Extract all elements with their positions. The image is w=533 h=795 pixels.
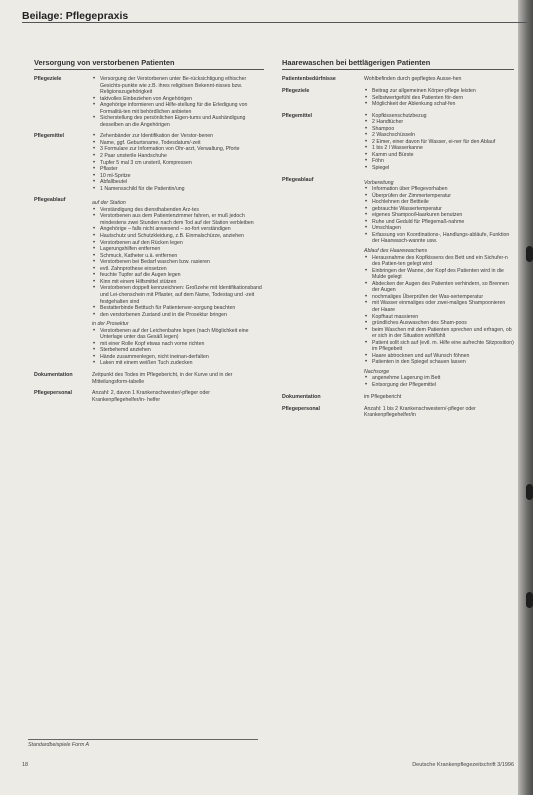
bullet-item: • nochmaliges Überprüfen der Was-sertemperatur [364,294,514,301]
bullet-item: • Hautschutz und Schutzkleidung, z.B. Einmalschürze, anziehen [92,233,264,240]
section-text: im Pflegebericht [364,393,402,400]
bullet-item: • 10 ml-Spritze [92,173,264,180]
bullet-list [364,375,514,388]
right-column-title: Haarewaschen bei bettlägerigen Patienten [282,58,514,70]
bullet-item: • Umschlagen [364,225,514,232]
journal-reference: Deutsche Krankenpflegezeitschrift 3/1996 [412,762,514,768]
footer-note: Standardbeispiele Form A [28,739,258,748]
bullet-item: • Ruhe und Geduld für Pflegemaß-nahme [364,219,514,226]
section-label: Pflegemittel [34,133,65,140]
bullet-item: • Herausnahme des Kopfkissens des Bett und ein Sichufer-n des Patien-ten gelegt wird [364,255,514,268]
section-row [282,113,514,172]
bullet-item: • Verstorbenen doppelt kennzeichnen: Großzehe mit Identifikationsband und Lei-chenschein mit Pflaster, auf dem Name, Todestag und -zeit festgehalten sind [92,285,264,305]
section-row [282,406,514,419]
bullet-item: • 2 Waschschüsseln [364,132,514,139]
section-row [34,390,264,403]
section-label: Pflegeablauf [34,197,66,204]
bullet-item: • taktvolles Einbeziehen von Angehörigen [92,96,264,103]
bullet-list [92,133,264,192]
bullet-item: • Name, ggf. Geburtsname, Todesdatum/-zeit [92,140,264,147]
section-body [364,394,514,401]
binder-hole [526,246,533,262]
bullet-item: • angenehme Lagerung im Bett [364,375,514,382]
bullet-item: • Patient sollt sich auf (evtl. m. Hilfe eine aufrechte Sitzposition) im Pflegebett [364,340,514,353]
bullet-item: • Tupfer 5 mal 3 cm unsteril, Kompressen [92,160,264,167]
section-text: Zeitpunkt des Todes im Pflegebericht, in der Kurve und in der Mitteilungsform-tabelle [92,371,233,385]
section-text: Anzahl: 2, davon 1 Krankenschwester/-pfleger oder Krankenpflegehelfer/in- helfer [92,390,210,403]
bullet-list [92,207,264,318]
bullet-item: • Angehörige – falls nicht anwesend – so-fort verständigen [92,226,264,233]
bullet-item: • Entsorgung der Pflegemittel [364,382,514,389]
section-row [34,197,264,367]
section-label: Pflegeablauf [282,176,314,183]
bullet-list [92,328,264,367]
section-body [92,372,264,385]
section-body [92,76,264,128]
bullet-item: • 1 Namensschild für die Patientin/ung [92,186,264,193]
bullet-list [364,88,514,108]
bullet-item: • Versorgung der Verstorbenen unter Be-rücksichtigung ethischer Gesichts-punkte wie z.B. ihres religiösen Bekennt-nisses bzw. Religionszugehörigkeit [92,76,264,96]
page-edge-shadow [518,0,533,795]
bullet-item: • Einbringen der Wanne, der Kopf des Patienten wird in die Mulde gelegt [364,268,514,281]
left-sections [34,76,264,403]
bullet-item: • Kinn mit einem Hilfsmittel stützen [92,279,264,286]
bullet-item: • Überprüfen der Zimmertemperatur [364,193,514,200]
bullet-list [364,113,514,172]
subheading: Ablauf des Haarewaschens [364,248,428,255]
bullet-list [92,76,264,128]
bullet-item: • Selbstwertgefühl des Patienten för-dern [364,95,514,102]
left-column [34,58,264,408]
section-body [92,197,264,367]
section-row [282,88,514,108]
binder-hole [526,592,533,608]
bullet-item: • Sterbehemd anziehen [92,347,264,354]
bullet-item: • eigenes Shampoo/Haarkuren benutzen [364,212,514,219]
bullet-item: • Bestatterbinde Betttuch für Patientenver-sorgung beachten [92,305,264,312]
section-body [364,177,514,389]
bullet-item: • 1 bis 2 l Wasserkanne [364,145,514,152]
bullet-item: • Verständigung des diensthabenden Arz-tes [92,207,264,214]
section-row [282,76,514,83]
bullet-item: • Verstorbenen auf den Rücken legen [92,240,264,247]
right-sections [282,76,514,419]
section-label: Pflegepersonal [34,390,72,397]
section-label: Pflegepersonal [282,405,320,412]
section-row [282,177,514,389]
subheading: auf der Station [92,200,126,207]
bullet-item: • Hände zusammenlegen, nicht ineinan-derfalten [92,354,264,361]
bullet-item: • Information über Pflegevorhaben [364,186,514,193]
section-text: Wohlbefinden durch gepflegtes Ausse-hen [364,76,462,82]
section-body [364,113,514,172]
bullet-item: • feuchte Tupfer auf die Augen legen [92,272,264,279]
bullet-item: • Erfassung von Koordinations-, Handlungs-abläufe, Funktion der Haarwasch-wannte usw. [364,232,514,245]
bullet-list [364,255,514,366]
section-row [34,372,264,385]
section-body [92,133,264,192]
bullet-item: • Schmuck, Katheter u.ä. entfernen [92,253,264,260]
bullet-item: • Pflaster [92,166,264,173]
section-body [364,76,514,83]
section-body [364,406,514,419]
bullet-item: • 2 Paar unsterile Handschuhe [92,153,264,160]
bullet-item: • mit Wasser einmaliges oder zwei-maliges Shampoonieren der Haare [364,300,514,313]
subheading: Vorbereitung [364,179,394,186]
bullet-item: • Beitrag zur allgemeinen Körper-pflege leisten [364,88,514,95]
bullet-item: • Verstorbenen auf der Leichenbahre legen (nach Möglichkeit eine Unterlage unter das Gesäß legen) [92,328,264,341]
bullet-item: • 2 Eimer, einer davon für Wasser, ei-ner für den Ablauf [364,139,514,146]
bullet-item: • Shampoo [364,126,514,133]
page-number: 18 [22,762,29,768]
section-row [282,394,514,401]
section-label: Patientenbedürfnisse [282,76,336,82]
bullet-item: • Verstorbenen bei Bedarf waschen bzw. rasieren [92,259,264,266]
section-label: Pflegeziele [34,76,62,82]
bullet-item: • den verstorbenen Zustand und in die Prosektur bringen [92,312,264,319]
bullet-item: • Verstorbenen aus dem Patientenzimmer fahren, er muß jedoch mindestens zwei Stunden nach dem Tod auf der Station verbleiben [92,213,264,226]
bullet-item: • 2 Handtücher [364,119,514,126]
bullet-item: • beim Waschen mit dem Patienten sprechen und erfragen, ob er sich in der Situation wohlfühlt [364,327,514,340]
bullet-item: • mit einer Rolle Kopf etwas nach vorne richten [92,341,264,348]
bullet-item: • Spiegel [364,165,514,172]
binder-hole [526,484,533,500]
bullet-item: • Patienten in den Spiegel schauen lassen [364,359,514,366]
left-column-title: Versorgung von verstorbenen Patienten [34,58,264,70]
bullet-item: • gebrauchte Wassertemperatur [364,206,514,213]
section-label: Pflegeziele [282,88,310,94]
bullet-item: • Abfallbeutel [92,179,264,186]
bullet-item: • Kamm und Bürste [364,152,514,159]
bullet-item: • Angehörige informieren und Hilfe-stellung für die Erledigung von Formalitä-ten mit behördlichen anbieten [92,102,264,115]
bullet-item: • Abdecken der Augen des Patienten verhindern, so Brennen der Augen [364,281,514,294]
bullet-list [364,186,514,245]
page-header [22,6,527,23]
bullet-item: • Lagerungshilfen entfernen [92,246,264,253]
subheading: in der Prosektur [92,321,129,328]
right-column [282,58,514,424]
bullet-item: • Laken mit einem weißen Tuch zudecken [92,360,264,367]
section-label: Dokumentation [34,371,73,378]
section-body [364,88,514,108]
bullet-item: • Hochlehnen der Bettteile [364,199,514,206]
section-label: Pflegemittel [282,112,313,119]
bullet-item: • Möglichkeit der Ablenkung schaf-fen [364,101,514,108]
bullet-item: • Zehenbänder zur Identifikation der Verstor-benen [92,133,264,140]
bullet-item: • Kopfhaut massieren [364,314,514,321]
section-text: Anzahl: 1 bis 2 Krankenschwestern/-pfleger oder Krankenpflegehelfer/in [364,405,476,419]
bullet-item: • 3 Formulare zur Information von Ohr-arzt, Verwaltung, Pforte [92,146,264,153]
page-title: Beilage: Pflegepraxis [22,10,129,22]
subheading: Nachsorge [364,368,390,375]
bullet-item: • gründliches Auswaschen des Sham-poos [364,320,514,327]
section-row [34,76,264,128]
bullet-item: • evtl. Zahnprothese einsetzen [92,266,264,273]
bullet-item: • Sicherstellung des persönlichen Eigen-tums und Aushändigung desselben an die Angehörigen [92,115,264,128]
bullet-item: • Kopfkissenschutzbezug [364,113,514,120]
bullet-item: • Haare abtrocknen und auf Wunsch föhnen [364,353,514,360]
bullet-item: • Föhn [364,158,514,165]
section-label: Dokumentation [282,393,321,400]
section-row [34,133,264,192]
section-body [92,390,264,403]
